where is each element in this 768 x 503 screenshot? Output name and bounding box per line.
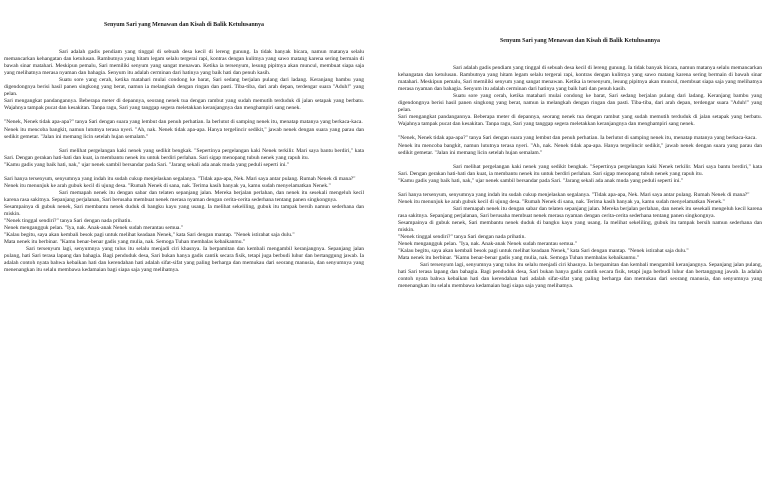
story-paragraph: Sari adalah gadis pendiam yang tinggal di sebuah desa kecil di lereng gunung. Ia tidak banyak bicara, namun matanya selalu memancarkan kehangatan dan ketulusan. Rambutnya yang hitam legam selalu tergerai rapi, kontras dengan kulitnya yang sawo matang karena sering bermain di bawah sinar matahari. Meskipun pemalu, Sari memiliki senyum yang sangat menawan. Ketika ia tersenyum, lesung pipitnya akan muncul, membuat siapa saja yang melihatnya merasa nyaman dan bahagia. Senyum itu adalah cerminan dari hatinya yang baik hati dan penuh kasih. bbox=[398, 65, 762, 93]
story-paragraph: Suatu sore yang cerah, ketika matahari mulai condong ke barat, Sari sedang berjalan pulang dari ladang. Keranjang bambu yang digendongnya berisi hasil panen singkong yang berat, namun ia melangkah dengan ringan dan pasti. Tiba-tiba, dari arah depan, terdengar suara "Aduh!" yang pelan. bbox=[398, 93, 762, 114]
story-paragraph: "Nenek tinggal sendiri?" tanya Sari dengan nada prihatin. bbox=[398, 234, 526, 241]
story-paragraph: "Nenek tinggal sendiri?" tanya Sari dengan nada prihatin. bbox=[4, 218, 132, 225]
story-body bbox=[4, 49, 364, 274]
story-paragraph: Sari melihat pergelangan kaki nenek yang sedikit bengkak. "Sepertinya pergelangan kaki Nenek terkilir. Mari saya bantu berdiri," kata Sari. Dengan gerakan hati-hati dan kuat, ia membantu nenek itu untuk berdiri perlahan. Sari sigap menopang tubuh nenek yang rapuh itu. bbox=[4, 147, 364, 161]
story-paragraph: Nenek itu menunjuk ke arah gubuk kecil di ujung desa. "Rumah Nenek di sana, nak. Terima kasih banyak ya, kamu sudah menyelamatkan Nenek." bbox=[4, 182, 331, 189]
story-paragraph: Nenek mengangguk pelan. "Iya, nak. Anak-anak Nenek sudah merantau semua." bbox=[4, 225, 184, 232]
story-paragraph: Sari adalah gadis pendiam yang tinggal di sebuah desa kecil di lereng gunung. Ia tidak banyak bicara, namun matanya selalu memancarkan kehangatan dan ketulusan. Rambutnya yang hitam legam selalu tergerai rapi, kontras dengan kulitnya yang sawo matang karena sering bermain di bawah sinar matahari. Meskipun pemalu, Sari memiliki senyum yang sangat menawan. Ketika ia tersenyum, lesung pipitnya akan muncul, membuat siapa saja yang melihatnya merasa nyaman dan bahagia. Senyum itu adalah cerminan dari hatinya yang baik hati dan penuh kasih. bbox=[4, 49, 364, 77]
story-paragraph: Mata nenek itu berbinar. "Kamu benar-benar gadis yang mulia, nak. Semoga Tuhan membalas kebaikanmu." bbox=[398, 255, 640, 262]
story-title: Senyum Sari yang Menawan dan Kisah di Balik Ketulusannya bbox=[499, 38, 661, 44]
story-paragraph: Sesampainya di gubuk nenek, Sari membantu nenek duduk di bangku kayu yang usang. Ia melihat sekeliling, gubuk itu tampak bersih namun sederhana dan miskin. bbox=[398, 219, 762, 233]
story-paragraph: "Kamu gadis yang baik hati, nak," ujar nenek sambil bersandar pada Sari. "Jarang sekali ada anak muda yang peduli seperti ini." bbox=[4, 161, 290, 168]
story-paragraph: Mata nenek itu berbinar. "Kamu benar-benar gadis yang mulia, nak. Semoga Tuhan membalas kebaikanmu." bbox=[4, 239, 246, 246]
story-paragraph: Sari tersenyum lagi, senyumnya yang tulus itu selalu menjadi ciri khasnya. Ia berpamitan dan kembali mengambil keranjangnya. Sepanjang jalan pulang, hati Sari terasa lapang dan bahagia. Bagi penduduk desa, Sari bukan hanya gadis cantik secara fisik, tetapi juga berbudi luhur dan bertanggung jawab. Ia adalah contoh nyata bahwa kebaikan hati dan kerendahan hati adalah sifat-sifat yang paling berharga dan memukau dari seorang manusia, dan senyumnya yang menenangkan itu selalu membawa kedamaian bagi siapa saja yang melihatnya. bbox=[4, 246, 364, 274]
story-paragraph: Sari hanya tersenyum, senyumnya yang indah itu sudah cukup menjelaskan segalanya. "Tidak apa-apa, Nek. Mari saya antar pulang. Rumah Nenek di mana?" bbox=[4, 175, 356, 182]
story-paragraph: Sari memapah nenek itu dengan sabar dan telaten sepanjang jalan. Mereka berjalan perlahan, dan nenek itu sesekali mengeluh kecil karena rasa sakitnya. Sepanjang perjalanan, Sari berusaha membuat nenek merasa nyaman dengan cerita-cerita sederhana tentang panen singkongnya. bbox=[4, 189, 364, 203]
story-paragraph: Sari mengangkat pandangannya. Beberapa meter di depannya, seorang nenek tua dengan rambut yang sudah memutih terduduk di jalan setapak yang berbatu. Wajahnya tampak pucat dan kesakitan. Tanpa ragu, Sari yang tanggap segera meletakkan keranjangnya dan menghampiri sang nenek. bbox=[4, 98, 364, 112]
story-paragraph: "Nenek, Nenek tidak apa-apa?" tanya Sari dengan suara yang lembut dan penuh perhatian. Ia berlutut di samping nenek itu, menatap matanya yang berkaca-kaca. bbox=[398, 135, 757, 142]
story-paragraph: Sesampainya di gubuk nenek, Sari membantu nenek duduk di bangku kayu yang usang. Ia melihat sekeliling, gubuk itu tampak bersih namun sederhana dan miskin. bbox=[4, 203, 364, 217]
story-paragraph: Sari melihat pergelangan kaki nenek yang sedikit bengkak. "Sepertinya pergelangan kaki Nenek terkilir. Mari saya bantu berdiri," kata Sari. Dengan gerakan hati-hati dan kuat, ia membantu nenek itu untuk berdiri perlahan. Sari sigap menopang tubuh nenek yang rapuh itu. bbox=[398, 163, 762, 177]
story-paragraph: "Kalau begitu, saya akan kembali besok pagi untuk melihat keadaan Nenek," kata Sari dengan mantap. "Nenek istirahat saja dulu." bbox=[398, 248, 689, 255]
story-paragraph: "Kalau begitu, saya akan kembali besok pagi untuk melihat keadaan Nenek," kata Sari dengan mantap. "Nenek istirahat saja dulu." bbox=[4, 232, 295, 239]
story-paragraph: "Nenek, Nenek tidak apa-apa?" tanya Sari dengan suara yang lembut dan penuh perhatian. Ia berlutut di samping nenek itu, menatap matanya yang berkaca-kaca. bbox=[4, 119, 363, 126]
story-paragraph: Nenek mengangguk pelan. "Iya, nak. Anak-anak Nenek sudah merantau semua." bbox=[398, 241, 578, 248]
story-paragraph: Sari mengangkat pandangannya. Beberapa meter di depannya, seorang nenek tua dengan rambut yang sudah memutih terduduk di jalan setapak yang berbatu. Wajahnya tampak pucat dan kesakitan. Tanpa ragu, Sari yang tanggap segera meletakkan keranjangnya dan menghampiri sang nenek. bbox=[398, 114, 762, 128]
story-body bbox=[398, 65, 762, 290]
story-paragraph: Sari tersenyum lagi, senyumnya yang tulus itu selalu menjadi ciri khasnya. Ia berpamitan dan kembali mengambil keranjangnya. Sepanjang jalan pulang, hati Sari terasa lapang dan bahagia. Bagi penduduk desa, Sari bukan hanya gadis cantik secara fisik, tetapi juga berbudi luhur dan bertanggung jawab. Ia adalah contoh nyata bahwa kebaikan hati dan kerendahan hati adalah sifat-sifat yang paling berharga dan memukau dari seorang manusia, dan senyumnya yang menenangkan itu selalu membawa kedamaian bagi siapa saja yang melihatnya. bbox=[398, 262, 762, 290]
story-paragraph: Sari hanya tersenyum, senyumnya yang indah itu sudah cukup menjelaskan segalanya. "Tidak apa-apa, Nek. Mari saya antar pulang. Rumah Nenek di mana?" bbox=[398, 191, 750, 198]
story-paragraph: Nenek itu menunjuk ke arah gubuk kecil di ujung desa. "Rumah Nenek di sana, nak. Terima kasih banyak ya, kamu sudah menyelamatkan Nenek." bbox=[398, 198, 725, 205]
story-paragraph: Suatu sore yang cerah, ketika matahari mulai condong ke barat, Sari sedang berjalan pulang dari ladang. Keranjang bambu yang digendongnya berisi hasil panen singkong yang berat, namun ia melangkah dengan ringan dan pasti. Tiba-tiba, dari arah depan, terdengar suara "Aduh!" yang pelan. bbox=[4, 77, 364, 98]
story-title: Senyum Sari yang Menawan dan Kisah di Balik Ketulusannya bbox=[103, 22, 265, 28]
story-paragraph: Sari memapah nenek itu dengan sabar dan telaten sepanjang jalan. Mereka berjalan perlahan, dan nenek itu sesekali mengeluh kecil karena rasa sakitnya. Sepanjang perjalanan, Sari berusaha membuat nenek merasa nyaman dengan cerita-cerita sederhana tentang panen singkongnya. bbox=[398, 205, 762, 219]
story-paragraph: Nenek itu mencoba bangkit, namun lututnya terasa nyeri. "Ah, nak. Nenek tidak apa-apa. Hanya tergelincir sedikit," jawab nenek dengan suara yang parau dan sedikit gemetar. "Jalan ini memang licin setelah hujan semalam." bbox=[398, 142, 762, 156]
story-paragraph: Nenek itu mencoba bangkit, namun lututnya terasa nyeri. "Ah, nak. Nenek tidak apa-apa. Hanya tergelincir sedikit," jawab nenek dengan suara yang parau dan sedikit gemetar. "Jalan ini memang licin setelah hujan semalam." bbox=[4, 126, 364, 140]
page-right bbox=[384, 0, 768, 503]
story-paragraph: "Kamu gadis yang baik hati, nak," ujar nenek sambil bersandar pada Sari. "Jarang sekali ada anak muda yang peduli seperti ini." bbox=[398, 177, 684, 184]
